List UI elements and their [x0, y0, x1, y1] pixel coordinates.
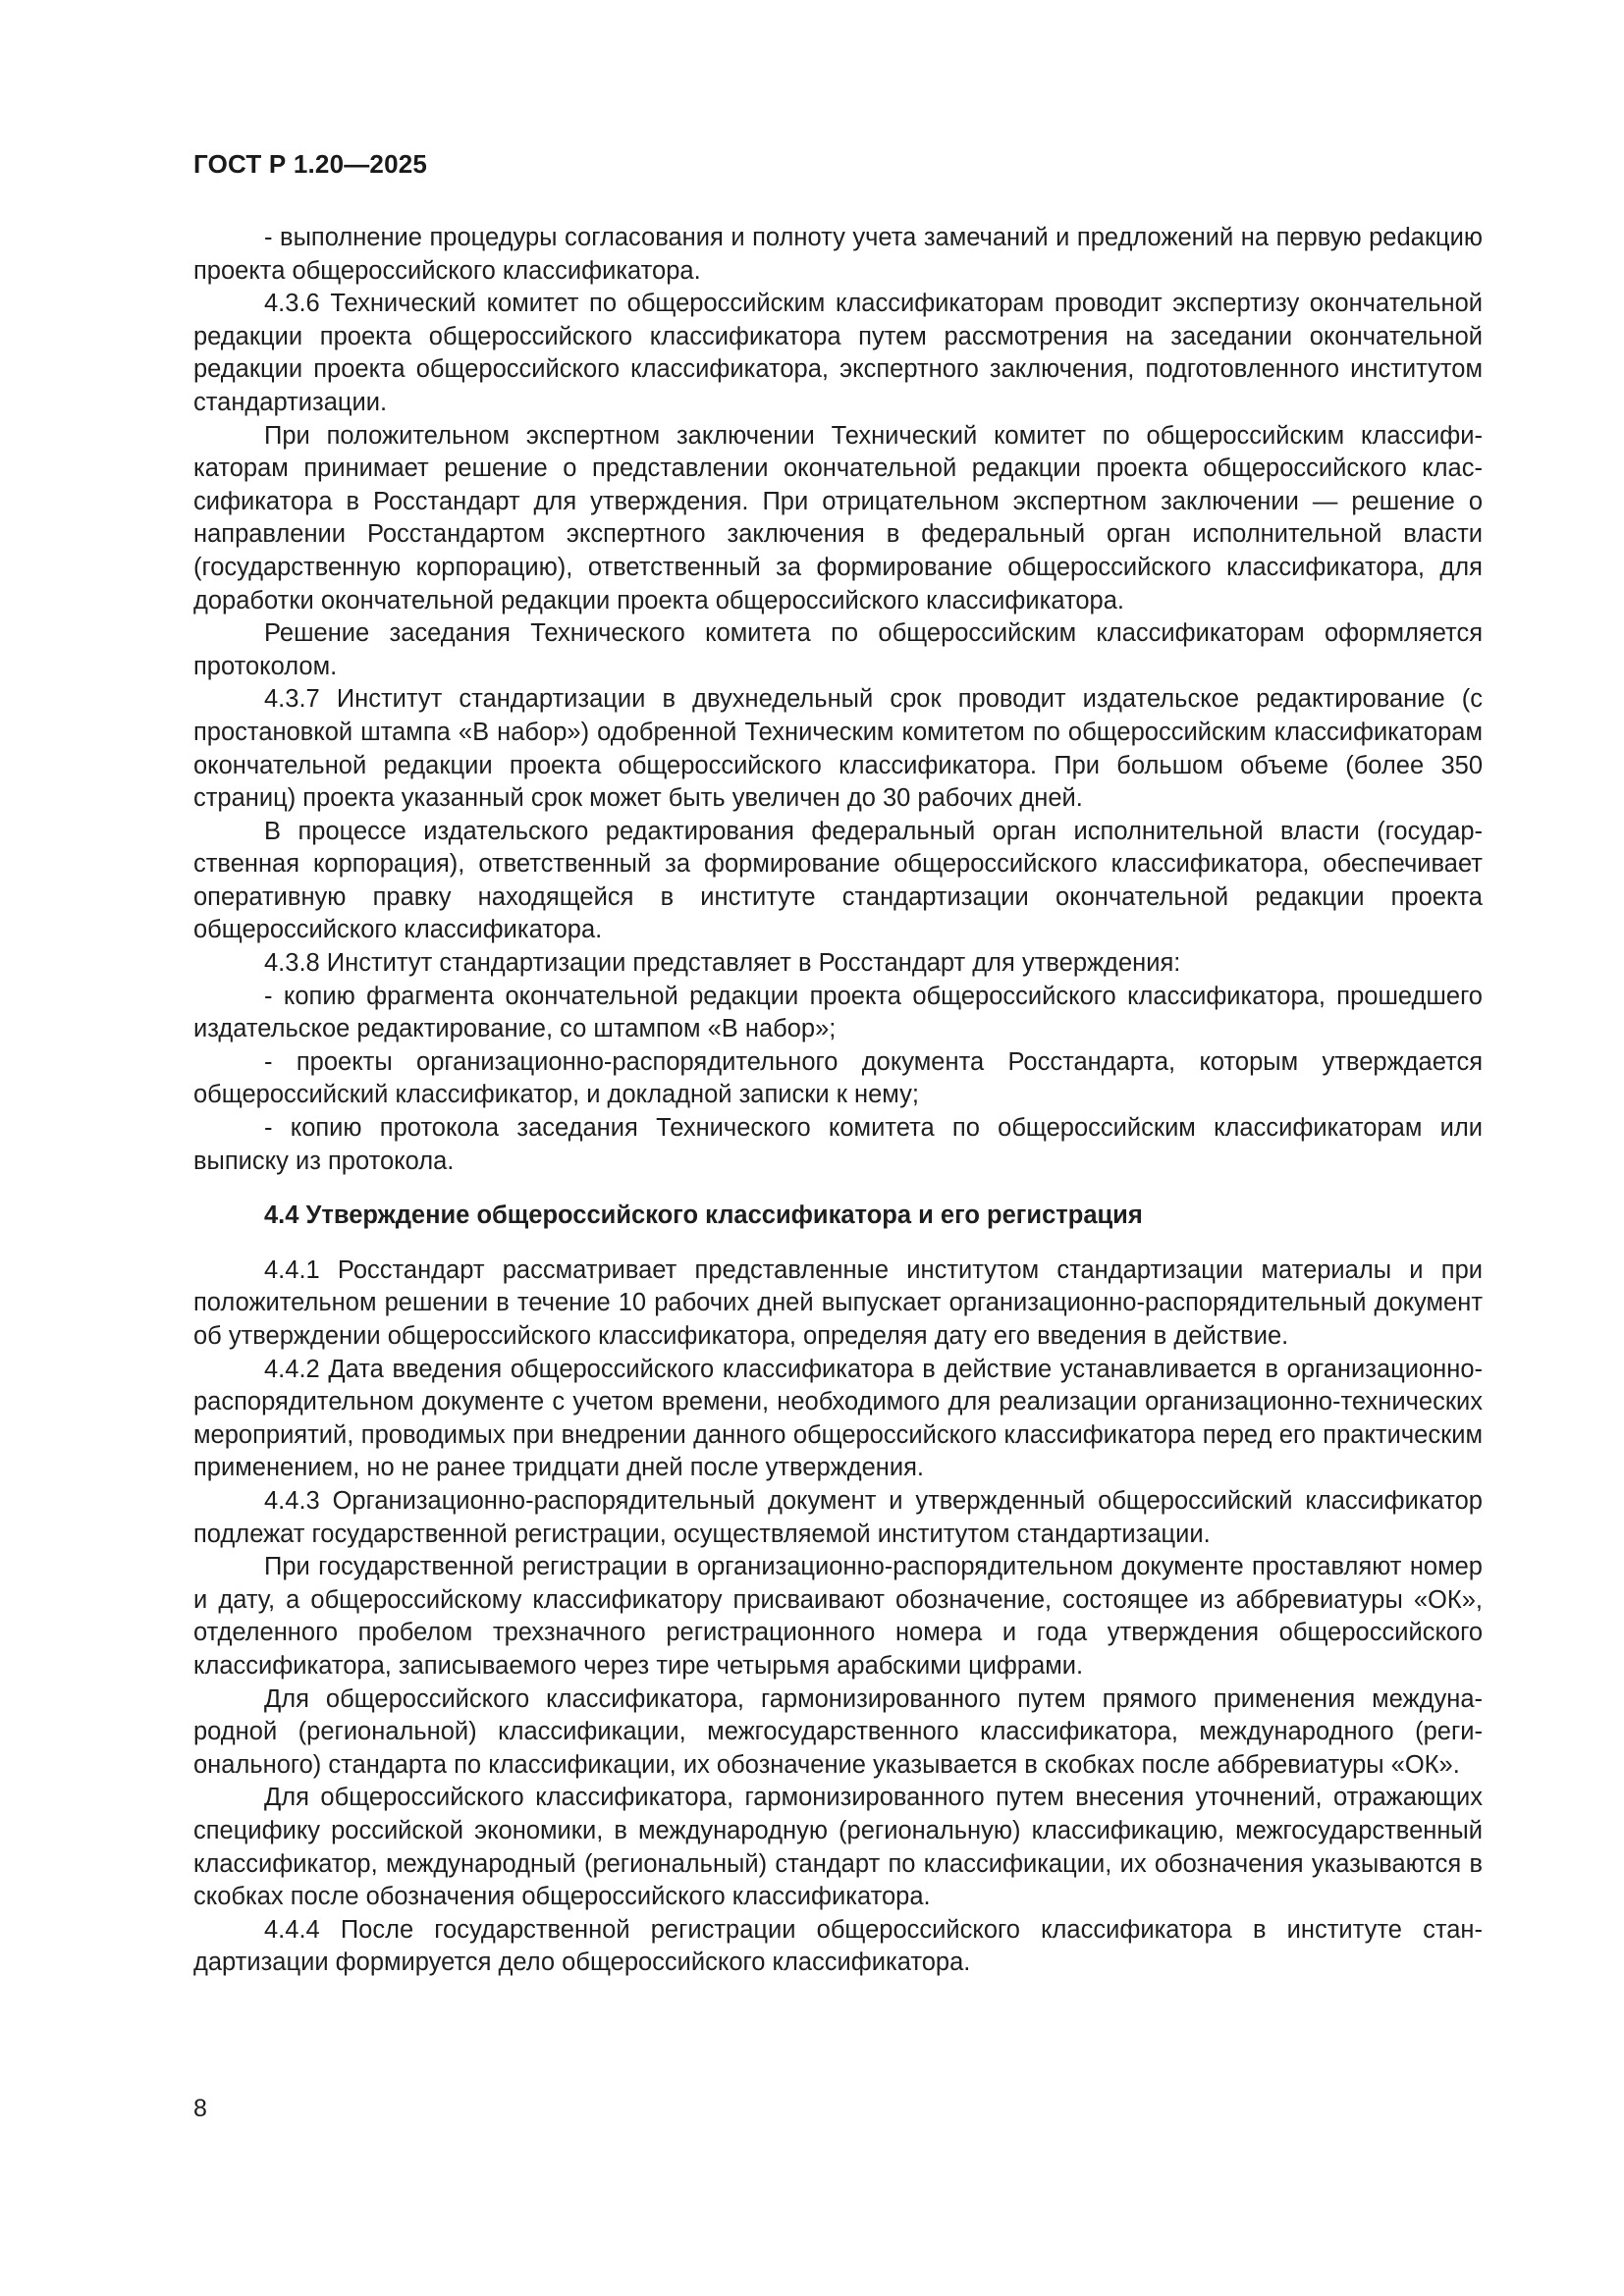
- paragraph: Решение заседания Технического комитета по общероссийским классификаторам оформляется протоколом.: [193, 619, 1483, 680]
- paragraph-4-4-2: 4.4.2 Дата введения общероссийского классификатора в действие устанавливается в организационно-распорядительном документе с учетом времени, необходимого для реализации организационно-технических мероприятий, проводимых при внедрении данного общероссийского классификатора перед его практическим применением, но не ранее тридцати дней после утверждения.: [193, 1355, 1483, 1482]
- paragraph-4-4-1: 4.4.1 Росстандарт рассматривает представленные институтом стандартизации материалы и при положительном решении в течение 10 рабочих дней выпускает организационно-распорядительный документ об утверждении общероссийского классификатора, определяя дату его введения в действие.: [193, 1255, 1483, 1350]
- list-item: - проекты организационно-распорядительного документа Росстандарта, которым утверждается общероссийский классификатор, и докладной записки к нему;: [193, 1047, 1483, 1109]
- document-code-header: ГОСТ Р 1.20—2025: [193, 149, 428, 179]
- document-body: [193, 222, 1483, 1980]
- paragraph: При государственной регистрации в организационно-распорядительном документе проставляют номер и дату, а общероссийскому классификатору присваивают обозначение, состоящее из аббревиатуры «ОК», отделенного пробелом трехзначного регистрационного номера и года утверждения общероссийского классификатора, записываемого через тире четырьмя арабскими цифрами.: [193, 1553, 1483, 1680]
- list-item: - копию фрагмента окончательной редакции проекта общероссийского классификатора, прошедшего издательское редактирование, со штампом «В набор»;: [193, 982, 1483, 1043]
- paragraph-4-4-4: 4.4.4 После государственной регистрации общероссийского классификатора в институте стандартизации формируется дело общероссийского классификатора.: [193, 1915, 1483, 1977]
- paragraph-4-3-8: 4.3.8 Институт стандартизации представляет в Росстандарт для утверждения:: [264, 949, 1181, 978]
- paragraph: Для общероссийского классификатора, гармонизированного путем внесения уточнений, отражающих специфику российской экономики, в международную (региональную) классификацию, межгосударственный классификатор, международный (региональный) стандарт по классификации, их обозначения указываются в скобках после обозначения общероссийского классификатора.: [193, 1784, 1483, 1911]
- page-number: 8: [193, 2095, 207, 2122]
- paragraph-4-4-3: 4.4.3 Организационно-распорядительный документ и утвержденный общероссийский классификатор подлежат государственной регистрации, осуществляемой институтом стандартизации.: [193, 1486, 1483, 1548]
- paragraph: В процессе издательского редактирования федеральный орган исполнительной власти (государственная корпорация), ответственный за формирование общероссийского классификатора, обеспечивает оперативную правку находящейся в институте стандартизации окончательной редакции проекта общероссийского классификатора.: [193, 817, 1483, 944]
- section-heading-4-4: 4.4 Утверждение общероссийского классификатора и его регистрация: [264, 1201, 1143, 1230]
- paragraph: - выполнение процедуры согласования и полноту учета замечаний и предложений на первую реdакцию проекта общероссийского классификатора.: [193, 224, 1483, 285]
- paragraph-4-3-6: 4.3.6 Технический комитет по общероссийским классификаторам проводит экспертизу окончательной редакции проекта общероссийского классификатора путем рассмотрения на заседании окончательной редакции проекта общероссийского классификатора, экспертного заключения, подготовленного институтом стандартизации.: [193, 290, 1483, 416]
- paragraph: Для общероссийского классификатора, гармонизированного путем прямого применения международной (региональной) классификации, межгосударственного классификатора, международного (регионального) стандарта по классификации, их обозначение указывается в скобках после аббревиатуры «ОК».: [193, 1684, 1483, 1779]
- paragraph-4-3-7: 4.3.7 Институт стандартизации в двухнедельный срок проводит издательское редактирование (с простановкой штампа «В набор») одобренной Техническим комитетом по общероссийским классификаторам окончательной редакции проекта общероссийского классификатора. При большом объеме (более 350 страниц) проекта указанный срок может быть увеличен до 30 рабочих дней.: [193, 685, 1483, 813]
- list-item: - копию протокола заседания Технического комитета по общероссийским классификаторам или выписку из протокола.: [193, 1114, 1483, 1175]
- paragraph: При положительном экспертном заключении Технический комитет по общероссийским классификаторам принимает решение о представлении окончательной редакции проекта общероссийского классификатора в Росстандарт для утверждения. При отрицательном экспертном заключении — решение о направлении Росстандартом экспертного заключения в федеральный орган исполнительной власти (государственную корпорацию), ответственный за формирование общероссийского классификатора, для доработки окончательной редакции проекта общероссийского классификатора.: [193, 421, 1483, 614]
